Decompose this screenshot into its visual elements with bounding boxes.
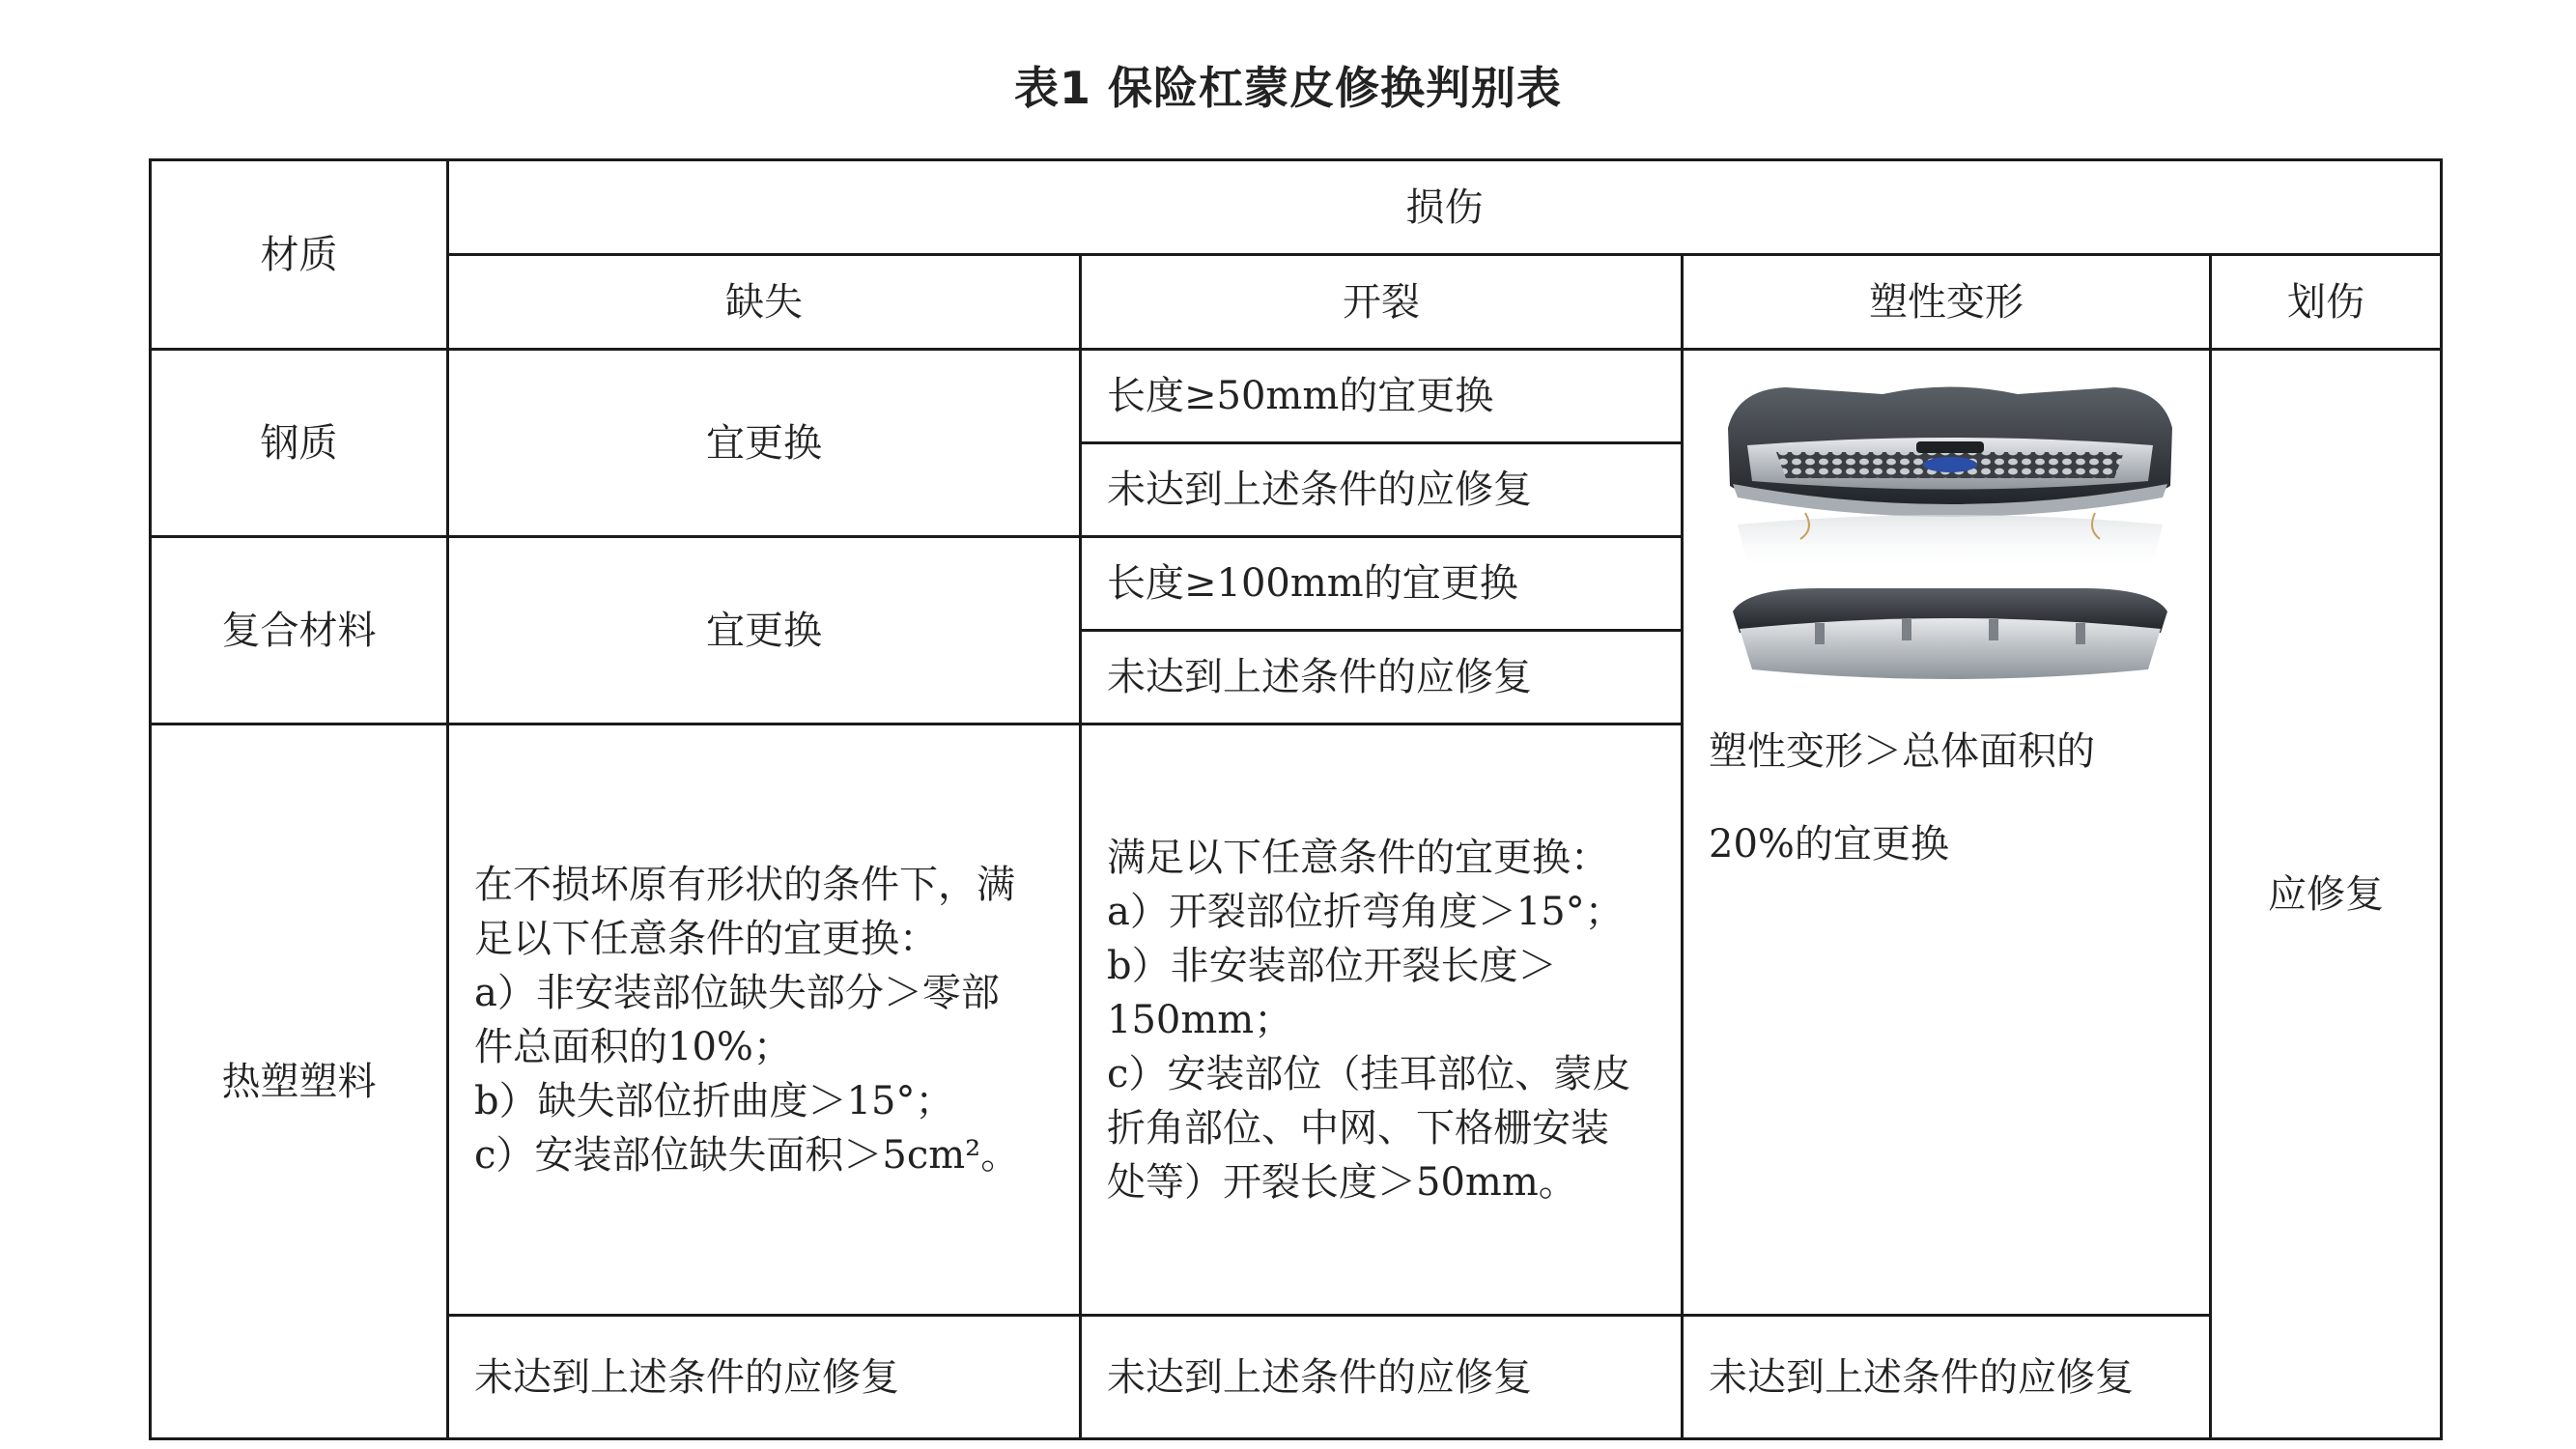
thermo-missing-repair: 未达到上述条件的应修复 [448,1316,1081,1439]
header-material: 材质 [151,160,448,350]
header-missing: 缺失 [448,255,1081,350]
composite-missing: 宜更换 [448,537,1081,724]
header-crack: 开裂 [1081,255,1683,350]
material-composite: 复合材料 [151,537,448,724]
steel-crack-repair: 未达到上述条件的应修复 [1081,443,1683,537]
header-scratch: 划伤 [2211,255,2442,350]
composite-crack-replace: 长度≥100mm的宜更换 [1081,537,1683,631]
steel-crack-replace: 长度≥50mm的宜更换 [1081,350,1683,443]
material-thermoplastic: 热塑塑料 [151,724,448,1439]
thermo-deformation-repair: 未达到上述条件的应修复 [1683,1316,2211,1439]
thermo-crack-condition: 满足以下任意条件的宜更换： a）开裂部位折弯角度＞15°； b）非安装部位开裂长度＞ 150mm； c）安装部位（挂耳部位、蒙皮 折角部位、中网、下格栅安装 处等）开裂长度＞50mm。 [1081,724,1683,1316]
judgement-table [149,158,2443,1440]
deformation-cell [1683,350,2211,1316]
header-deformation: 塑性变形 [1683,255,2211,350]
thermo-missing-condition: 在不损坏原有形状的条件下，满 足以下任意条件的宜更换： a）非安装部位缺失部分＞零部 件总面积的10%； b）缺失部位折曲度＞15°； c）安装部位缺失面积＞5cm²。 [448,724,1081,1316]
deformation-condition: 塑性变形＞总体面积的 20%的宜更换 [1709,729,2095,867]
scratch-all: 应修复 [2211,350,2442,1439]
steel-missing: 宜更换 [448,350,1081,537]
header-damage: 损伤 [448,160,2442,255]
material-steel: 钢质 [151,350,448,537]
thermo-crack-repair: 未达到上述条件的应修复 [1081,1316,1683,1439]
bumper-photo-icon [1709,370,2192,694]
page-title: 表1 保险杠蒙皮修换判别表 [1013,62,1563,114]
composite-crack-repair: 未达到上述条件的应修复 [1081,631,1683,724]
